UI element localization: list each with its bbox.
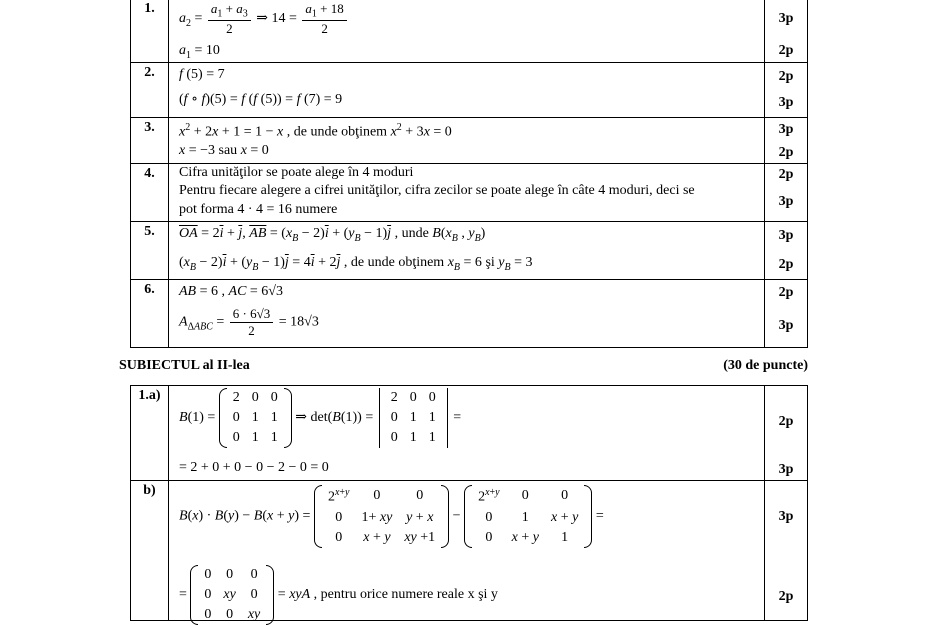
points-cell	[765, 118, 808, 164]
points: 2p	[778, 414, 794, 429]
text: pot forma 4 · 4 = 16 numere	[179, 202, 338, 217]
text: şi	[485, 255, 495, 270]
points-cell	[765, 280, 808, 348]
points-cell	[765, 222, 808, 280]
table-row	[131, 222, 808, 280]
item-solution	[169, 222, 765, 280]
subiect1-table	[130, 0, 808, 348]
equation: $A_{\Delta ABC}$ = $\frac{6 \cdot 6√3}{2}$ = 18√3	[179, 306, 319, 338]
section-heading	[119, 358, 808, 374]
section-score: (30 de puncte)	[723, 358, 808, 373]
matrix: $2^{x+y}$ 0 0 0 1 x + y 0 x + y 1	[464, 485, 592, 548]
equation: f (5) = 7	[179, 67, 225, 82]
matrix: $2^{x+y}$ 0 0 0 1+ xy y + x 0 x + y xy +1	[314, 485, 449, 548]
text: , de unde obţinem	[343, 255, 445, 270]
item-number: 1.	[131, 0, 169, 63]
equation: B(x) · B(y) − B(x + y) = $2^{x+y}$ 0 0 0 1+ xy y + x 0 x + y xy +1 − $2^{x+y}$ 0 0 0 1 x + y 0 x + y 1 =	[179, 485, 604, 548]
section-title: SUBIECTUL al II-lea	[119, 358, 250, 373]
item-solution	[169, 118, 765, 164]
item-number: b)	[131, 481, 169, 621]
equation: $\overline{OA} = 2\overline{i} + \overline{j}$, $\overline{AB} = (x_B - 2)\overline{i} + (y_B - 1)\overline{j}$ , unde $B(x_B$ , $y_B$)	[179, 226, 486, 244]
equation: AB = 6 , AC = 6√3	[179, 284, 283, 299]
text: , pentru orice numere reale x şi y	[313, 587, 498, 603]
item-number: 4.	[131, 164, 169, 222]
equation: $x^2 + 2x + 1 = 1 - x$ , de unde obţinem $x^2 + 3x = 0$	[179, 122, 452, 140]
points: 2p	[778, 589, 794, 604]
text: , unde	[394, 226, 429, 241]
text: Cifra unităţilor se poate alege în 4 moduri	[179, 165, 414, 180]
points: 2p	[778, 43, 794, 58]
points: 2p	[778, 257, 794, 272]
table-row	[131, 386, 808, 481]
determinant: 2 0 0 0 1 1 0 1 1	[377, 388, 450, 448]
item-solution	[169, 63, 765, 118]
points-cell	[765, 63, 808, 118]
item-solution	[169, 0, 765, 63]
table-row	[131, 0, 808, 63]
item-number: 5.	[131, 222, 169, 280]
table-row	[131, 280, 808, 348]
points-cell	[765, 164, 808, 222]
points-cell	[765, 386, 808, 481]
points: 2p	[778, 145, 794, 160]
points: 2p	[778, 69, 794, 84]
text: , de unde obţinem	[286, 124, 388, 140]
equation: x = −3 sau x = 0	[179, 143, 269, 158]
points-cell	[765, 0, 808, 63]
equation: = 2 + 0 + 0 − 0 − 2 − 0 = 0	[179, 460, 329, 475]
item-number: 2.	[131, 63, 169, 118]
points: 3p	[778, 509, 794, 524]
item-solution	[169, 280, 765, 348]
equation: (f ∘ f)(5) = f (f (5)) = f (7) = 9	[179, 92, 343, 107]
item-number: 1.a)	[131, 386, 169, 481]
points: 2p	[778, 167, 794, 182]
points: 3p	[778, 228, 794, 243]
equation: = 0 0 0 0 xy 0 0 0 xy = xyA , pentru orice numere reale x şi y	[179, 565, 498, 625]
equation: $a_2$ = $\frac{a_1 + a_3}{2}$ ⇒ 14 = $\frac{a_1 + 18}{2}$	[179, 1, 349, 37]
points: 3p	[778, 11, 794, 26]
points: 3p	[778, 194, 794, 209]
matrix: 2 0 0 0 1 1 0 1 1	[219, 388, 292, 448]
points: 2p	[778, 285, 794, 300]
matrix: 0 0 0 0 xy 0 0 0 xy	[190, 565, 274, 625]
item-solution	[169, 386, 765, 481]
points: 3p	[778, 95, 794, 110]
table-row	[131, 164, 808, 222]
subiect2-table	[130, 385, 808, 621]
equation: $a_1 = 10$	[179, 43, 220, 61]
table-row	[131, 63, 808, 118]
points: 3p	[778, 462, 794, 477]
equation: B(1) = 2 0 0 0 1 1 0 1 1 ⇒ det(B(1)) = 2 0 0 0 1 1 0 1 1 =	[179, 388, 461, 448]
item-solution	[169, 164, 765, 222]
table-row	[131, 118, 808, 164]
points: 3p	[778, 318, 794, 333]
text: Pentru fiecare alegere a cifrei unităţilor, cifra zecilor se poate alege în câte 4 moduri, deci se	[179, 183, 695, 198]
item-number: 6.	[131, 280, 169, 348]
points: 3p	[778, 122, 794, 137]
equation: $(x_B - 2)\overline{i} + (y_B - 1)\overline{j} = 4\overline{i} + 2\overline{j}$ , de unde obţinem $x_B = 6$ şi $y_B = 3$	[179, 255, 533, 273]
item-number: 3.	[131, 118, 169, 164]
text: sau	[218, 143, 238, 158]
